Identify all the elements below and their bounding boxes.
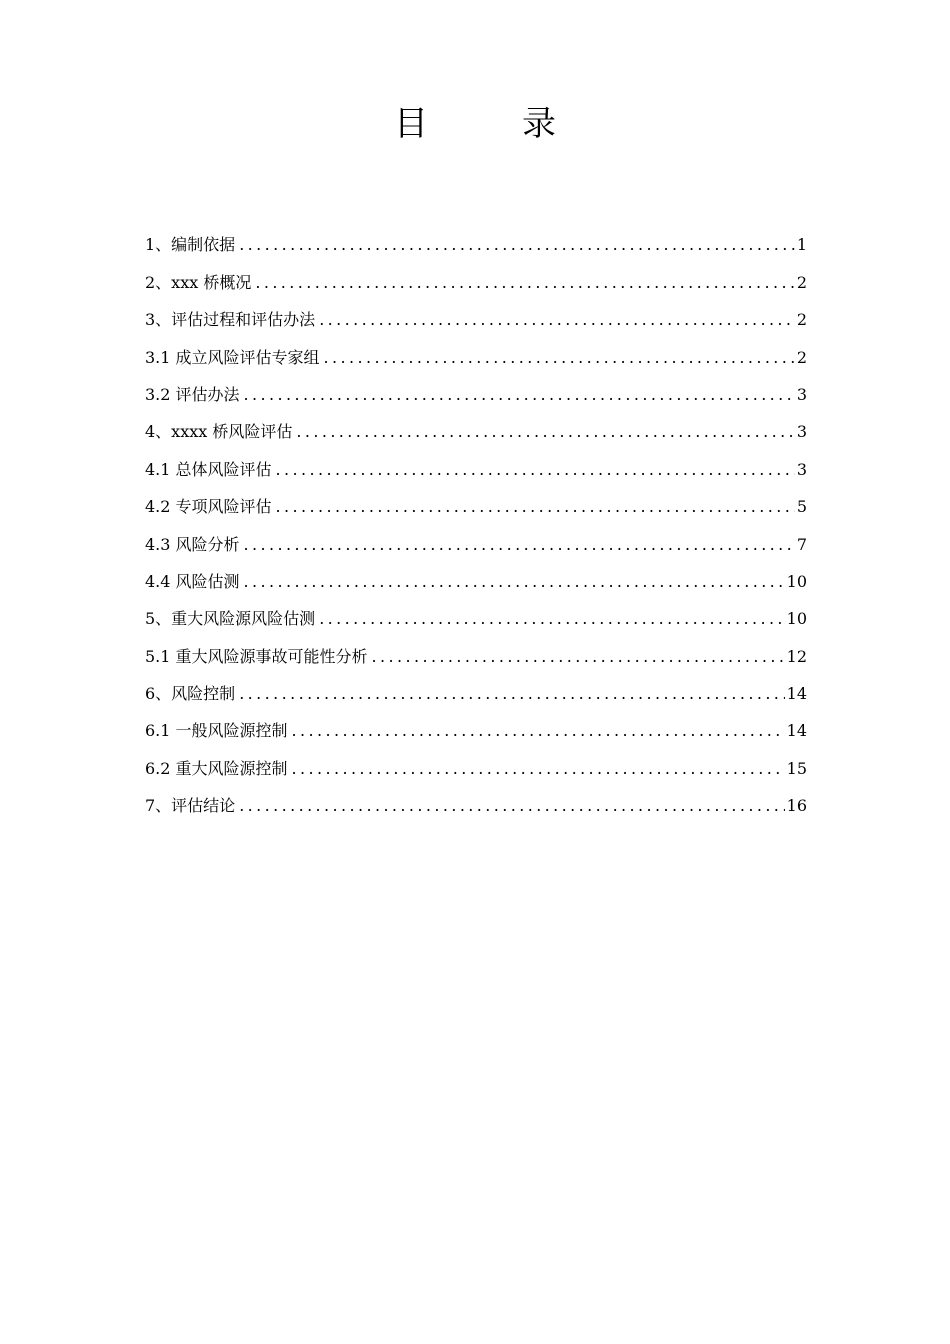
toc-entry-1[interactable] xyxy=(145,219,807,256)
toc-entry-label: 7、评估结论 xyxy=(145,796,236,816)
toc-entry-label: 6.1 一般风险源控制 xyxy=(145,721,288,741)
toc-entry-page: 2 xyxy=(796,310,807,330)
toc-entry-label: 4.2 专项风险评估 xyxy=(145,497,272,517)
toc-entry-label: 4.1 总体风险评估 xyxy=(145,459,272,479)
toc-entry-page: 15 xyxy=(786,758,807,778)
toc-entry-label: 6.2 重大风险源控制 xyxy=(145,758,288,778)
toc-entry-4[interactable] xyxy=(145,406,807,443)
toc-entry-label: 3、评估过程和评估办法 xyxy=(145,310,316,330)
toc-leader-dots xyxy=(239,234,795,256)
toc-entry-label: 5.1 重大风险源事故可能性分析 xyxy=(145,646,368,666)
toc-entry-page: 5 xyxy=(796,497,807,517)
toc-entry-7[interactable] xyxy=(145,780,807,817)
toc-entry-4-2[interactable] xyxy=(145,481,807,518)
toc-entry-page: 10 xyxy=(786,609,807,629)
toc-entry-5-1[interactable] xyxy=(145,630,807,667)
toc-entry-2[interactable] xyxy=(145,256,807,293)
toc-leader-dots xyxy=(276,459,795,481)
toc-entry-page: 14 xyxy=(786,721,807,741)
toc-entry-4-4[interactable] xyxy=(145,556,807,593)
toc-leader-dots xyxy=(319,608,784,630)
toc-leader-dots xyxy=(239,795,784,817)
toc-entry-label: 3.1 成立风险评估专家组 xyxy=(145,347,320,367)
toc-entry-page: 7 xyxy=(796,534,807,554)
toc-entry-label: 2、xxx 桥概况 xyxy=(145,272,252,292)
toc-entry-3[interactable] xyxy=(145,294,807,331)
toc-entry-label: 4.3 风险分析 xyxy=(145,534,240,554)
toc-entry-6-2[interactable] xyxy=(145,742,807,779)
toc-entry-label: 6、风险控制 xyxy=(145,684,236,704)
toc-entry-5[interactable] xyxy=(145,593,807,630)
toc-entry-page: 16 xyxy=(786,796,807,816)
toc-entry-page: 3 xyxy=(796,459,807,479)
toc-leader-dots xyxy=(296,421,794,443)
toc-entry-page: 3 xyxy=(796,422,807,442)
toc-entry-6-1[interactable] xyxy=(145,705,807,742)
toc-entry-page: 1 xyxy=(796,235,807,255)
toc-leader-dots xyxy=(239,683,784,705)
toc-leader-dots xyxy=(244,384,795,406)
toc-entry-page: 3 xyxy=(796,384,807,404)
toc-entry-label: 1、编制依据 xyxy=(145,235,236,255)
toc-entry-4-3[interactable] xyxy=(145,518,807,555)
toc-entry-6[interactable] xyxy=(145,668,807,705)
toc-entry-4-1[interactable] xyxy=(145,443,807,480)
toc-entry-page: 14 xyxy=(786,684,807,704)
toc-leader-dots xyxy=(292,758,785,780)
toc-leader-dots xyxy=(319,309,795,331)
toc-entry-label: 5、重大风险源风险估测 xyxy=(145,609,316,629)
toc-entry-3-1[interactable] xyxy=(145,331,807,368)
toc-leader-dots xyxy=(292,720,785,742)
toc-leader-dots xyxy=(244,571,785,593)
toc-entry-3-2[interactable] xyxy=(145,369,807,406)
toc-entry-page: 10 xyxy=(786,571,807,591)
toc-entry-page: 2 xyxy=(796,272,807,292)
toc-leader-dots xyxy=(372,646,785,668)
toc-entry-label: 4、xxxx 桥风险评估 xyxy=(145,422,293,442)
toc-leader-dots xyxy=(244,534,795,556)
toc-entry-label: 4.4 风险估测 xyxy=(145,571,240,591)
toc-entry-label: 3.2 评估办法 xyxy=(145,384,240,404)
page-title: 目 录 xyxy=(394,104,586,144)
toc-leader-dots xyxy=(255,272,794,294)
toc-leader-dots xyxy=(276,496,795,518)
table-of-contents xyxy=(145,219,807,817)
toc-entry-page: 2 xyxy=(796,347,807,367)
toc-entry-page: 12 xyxy=(786,646,807,666)
toc-leader-dots xyxy=(324,347,795,369)
